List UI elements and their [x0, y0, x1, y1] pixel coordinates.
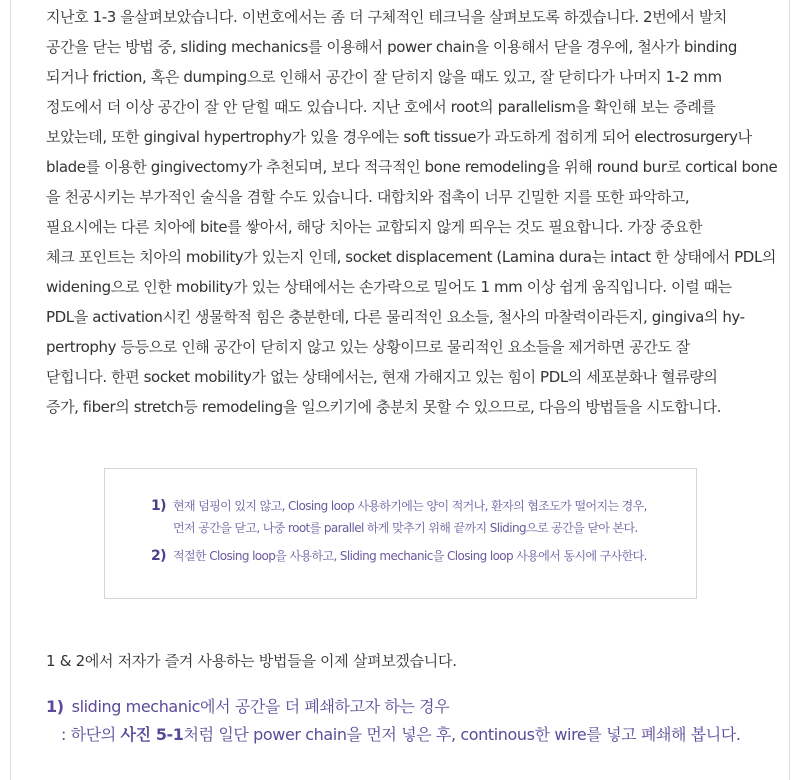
method-title-text: sliding mechanic에서 공간을 더 폐쇄하고자 하는 경우 — [71, 697, 450, 716]
intro-line: 정도에서 더 이상 공간이 잘 안 닫힐 때도 있습니다. 지난 호에서 root의 parallelism을 확인해 보는 증례를 — [46, 98, 716, 116]
intro-line: widening으로 인한 mobility가 있는 상태에서는 손가락으로 밀어도 1 mm 이상 쉽게 움직입니다. 이럴 때는 — [46, 278, 732, 296]
intro-line: 을 천공시키는 부가적인 술식을 겸할 수도 있습니다. 대합치와 접촉이 너무 긴밀한 지를 또한 파악하고, — [46, 188, 690, 206]
option-number: 1) — [151, 498, 166, 514]
intro-line: 지난호 1-3 을살펴보았습니다. 이번호에서는 좀 더 구체적인 테크닉을 살펴보도록 하겠습니다. 2번에서 발치 — [46, 8, 728, 26]
option-line: 현재 덤핑이 있지 않고, Closing loop 사용하기에는 양이 적거나, 환자의 협조도가 떨어지는 경우, — [173, 499, 647, 513]
option-item-1 — [151, 495, 647, 539]
intro-line: blade를 이용한 gingivectomy가 추천되며, 보다 적극적인 bone remodeling을 위해 round bur로 cortical bone — [46, 158, 778, 176]
option-line: 먼저 공간을 닫고, 나중 root를 parallel 하게 맞추기 위해 끝까지 Sliding으로 공간을 닫아 본다. — [173, 521, 638, 535]
intro-line: 공간을 닫는 방법 중, sliding mechanics를 이용해서 power chain을 이용해서 닫을 경우에, 철사가 binding — [46, 38, 737, 56]
figure-reference: 사진 5-1 — [120, 725, 184, 744]
intro-line: 체크 포인트는 치아의 mobility가 있는지 인데, socket displacement (Lamina dura는 intact 한 상태에서 PDL의 — [46, 248, 776, 266]
intro-line: 보았는데, 또한 gingival hypertrophy가 있을 경우에는 soft tissue가 과도하게 접히게 되어 electrosurgery나 — [46, 128, 752, 146]
section-subheading: 1 & 2에서 저자가 즐겨 사용하는 방법들을 이제 살펴보겠습니다. — [46, 652, 457, 670]
option-item-2 — [151, 545, 647, 567]
options-box — [104, 468, 697, 599]
method-1-description — [61, 722, 741, 745]
option-text: 적절한 Closing loop을 사용하고, Sliding mechanic을 Closing loop 사용에서 동시에 구사한다. — [173, 549, 647, 563]
method-desc-suffix: 처럼 일단 power chain을 먼저 넣은 후, continous한 wire를 넣고 폐쇄해 봅니다. — [183, 725, 741, 744]
option-number: 2) — [151, 548, 166, 564]
intro-paragraph — [46, 2, 778, 422]
intro-line: 닫힙니다. 한편 socket mobility가 없는 상태에서는, 현재 가해지고 있는 힘이 PDL의 세포분화나 혈류량의 — [46, 368, 718, 386]
intro-line: 증가, fiber의 stretch등 remodeling을 일으키기에 충분치 못할 수 있으므로, 다음의 방법들을 시도합니다. — [46, 398, 721, 416]
intro-line: PDL을 activation시킨 생물학적 힘은 충분한데, 다른 물리적인 요소들, 철사의 마찰력이라든지, gingiva의 hy- — [46, 308, 745, 326]
option-text — [173, 495, 647, 539]
method-number: 1) — [46, 697, 64, 716]
intro-line: pertrophy 등등으로 인해 공간이 닫히지 않고 있는 상황이므로 물리적인 요소들을 제거하면 공간도 잘 — [46, 338, 690, 356]
method-desc-prefix: : 하단의 — [61, 725, 121, 744]
article-page — [10, 0, 790, 780]
method-1-title — [46, 694, 449, 717]
intro-line: 되거나 friction, 혹은 dumping으로 인해서 공간이 잘 닫히지 않을 때도 있고, 잘 닫히다가 나머지 1-2 mm — [46, 68, 722, 86]
intro-line: 필요시에는 다른 치아에 bite를 쌓아서, 해당 치아는 교합되지 않게 띄우는 것도 필요합니다. 가장 중요한 — [46, 218, 703, 236]
